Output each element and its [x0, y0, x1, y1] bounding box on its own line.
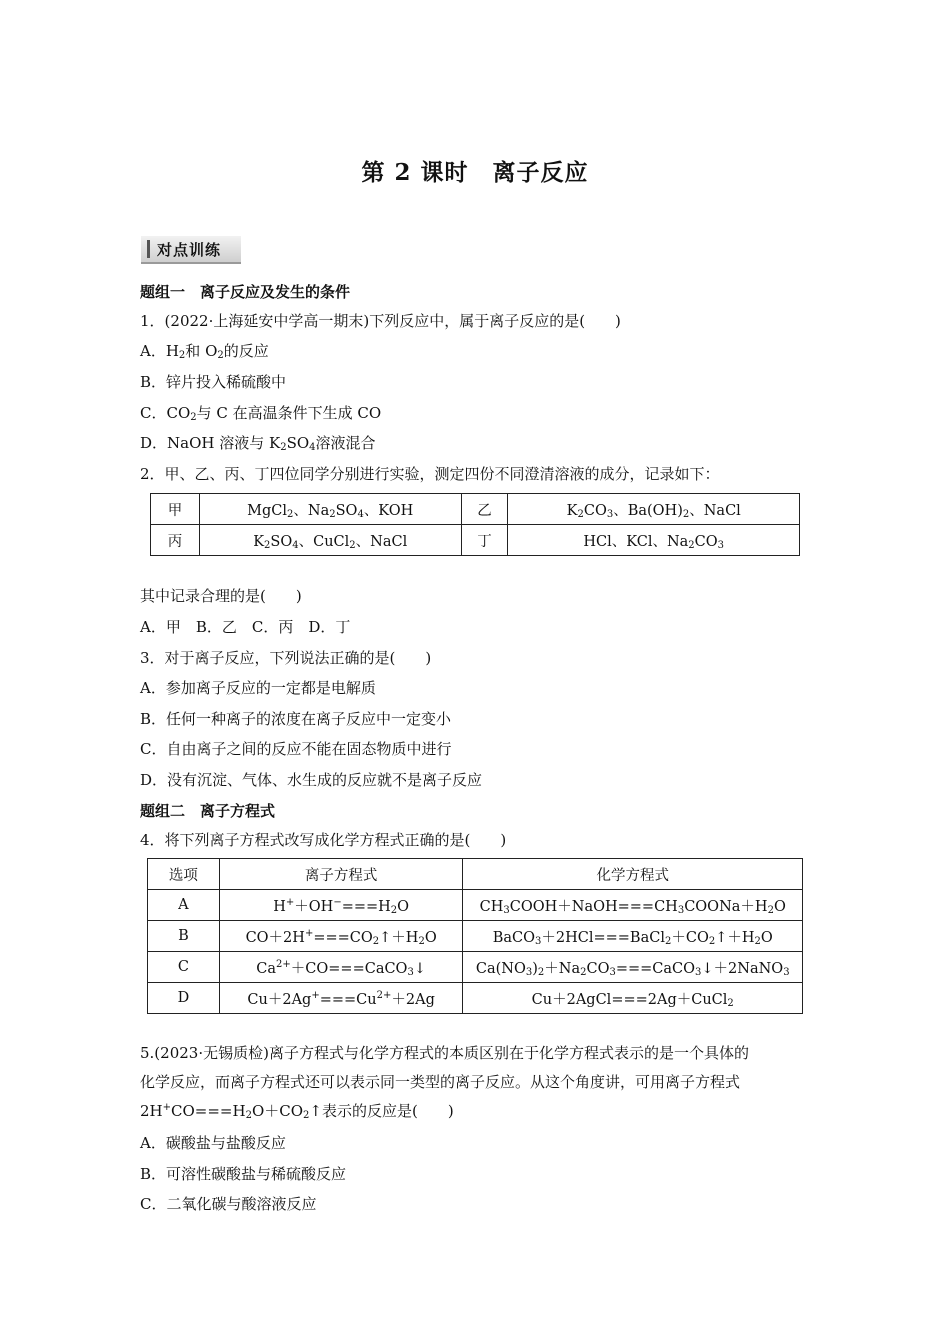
row-label: D	[148, 983, 220, 1014]
q3-option-b: B．任何一种离子的浓度在离子反应中一定变小	[140, 710, 452, 728]
solution-ding: HCl、KCl、$Na_2CO_3$	[508, 525, 800, 556]
q5-line1: 5.(2023·无锡质检)离子方程式与化学方程式的本质区别在于化学方程式表示的是一个具体的	[140, 1044, 749, 1062]
q3-option-a: A．参加离子反应的一定都是电解质	[140, 679, 376, 697]
q5-option-b: B．可溶性碳酸盐与稀硫酸反应	[140, 1165, 347, 1183]
section-tag-bar	[147, 240, 150, 258]
student-ding: 丁	[461, 525, 508, 556]
chemical-equation: $BaCO_3+2HCl===BaCl_2+CO_2↑+H_2O$	[463, 921, 803, 952]
q1-stem: 1．(2022·上海延安中学高一期末)下列反应中，属于离子反应的是( )	[140, 312, 621, 330]
q1-option-d: D．NaOH 溶液与 $K_2SO_4$溶液混合	[140, 434, 376, 453]
q4-table	[147, 858, 803, 1014]
group1-heading: 题组一 离子反应及发生的条件	[140, 283, 351, 301]
student-bing: 丙	[151, 525, 200, 556]
q2-stem: 2．甲、乙、丙、丁四位同学分别进行实验，测定四份不同澄清溶液的成分，记录如下：	[140, 465, 720, 483]
row-label: A	[148, 890, 220, 921]
student-jia: 甲	[151, 494, 200, 525]
chemical-equation: $CH_3COOH+NaOH===CH_3COONa+H_2O$	[463, 890, 803, 921]
header-ionic: 离子方程式	[219, 859, 463, 890]
q4-stem: 4．将下列离子方程式改写成化学方程式正确的是( )	[140, 831, 507, 849]
ionic-equation: $H^++OH^-===H_2O$	[219, 890, 463, 921]
q2-ask: 其中记录合理的是( )	[140, 587, 302, 605]
table-row	[148, 890, 803, 921]
header-option: 选项	[148, 859, 220, 890]
row-label: B	[148, 921, 220, 952]
q1-option-b: B．锌片投入稀硫酸中	[140, 373, 287, 391]
q2-table	[150, 493, 800, 556]
q5-stem	[140, 1039, 812, 1126]
q3-stem: 3．对于离子反应，下列说法正确的是( )	[140, 649, 432, 667]
solution-jia: MgCl$_2$、$Na_2SO_4$、KOH	[199, 494, 461, 525]
q3-option-c: C．自由离子之间的反应不能在固态物质中进行	[140, 740, 452, 758]
q1-option-a: A．$H_2$和 $O_2$的反应	[140, 342, 269, 361]
ionic-equation: $Cu+2Ag^+===Cu^{2+}+2Ag$	[219, 983, 463, 1014]
table-header-row	[148, 859, 803, 890]
q3-option-d: D．没有沉淀、气体、水生成的反应就不是离子反应	[140, 771, 483, 789]
q5-option-c: C．二氧化碳与酸溶液反应	[140, 1195, 317, 1213]
chemical-equation: Cu＋2AgCl===2Ag＋CuCl$_2$	[463, 983, 803, 1014]
row-label: C	[148, 952, 220, 983]
group2-heading: 题组二 离子方程式	[140, 802, 276, 820]
table-row	[148, 921, 803, 952]
q2-options: A．甲 B．乙 C．丙 D．丁	[140, 618, 351, 636]
q5-option-a: A．碳酸盐与盐酸反应	[140, 1134, 286, 1152]
q5-line3: $2H^+CO===H_2O+CO_2↑$表示的反应是( )	[140, 1102, 454, 1121]
table-row	[151, 494, 800, 525]
table-row	[148, 952, 803, 983]
q1-option-c: C．$CO_2$与 C 在高温条件下生成 CO	[140, 404, 382, 423]
table-row	[148, 983, 803, 1014]
solution-yi: $K_2CO_3$、$Ba(OH)_2$、NaCl	[508, 494, 800, 525]
chemical-equation: $Ca(NO_3)_2+Na_2CO_3===CaCO_3↓+2NaNO_3$	[463, 952, 803, 983]
student-yi: 乙	[461, 494, 508, 525]
section-tag-label: 对点训练	[157, 241, 222, 259]
table-row	[151, 525, 800, 556]
page-title: 第 2 课时 离子反应	[361, 159, 589, 186]
section-tag	[141, 236, 241, 264]
solution-bing: $K_2SO_4$、CuCl$_2$、NaCl	[199, 525, 461, 556]
q5-line2: 化学反应，而离子方程式还可以表示同一类型的离子反应。从这个角度讲，可用离子方程式	[140, 1073, 741, 1091]
ionic-equation: $Ca^{2+}+CO===CaCO_3↓$	[219, 952, 463, 983]
header-chemical: 化学方程式	[463, 859, 803, 890]
ionic-equation: $CO+2H^+===CO_2↑+H_2O$	[219, 921, 463, 952]
